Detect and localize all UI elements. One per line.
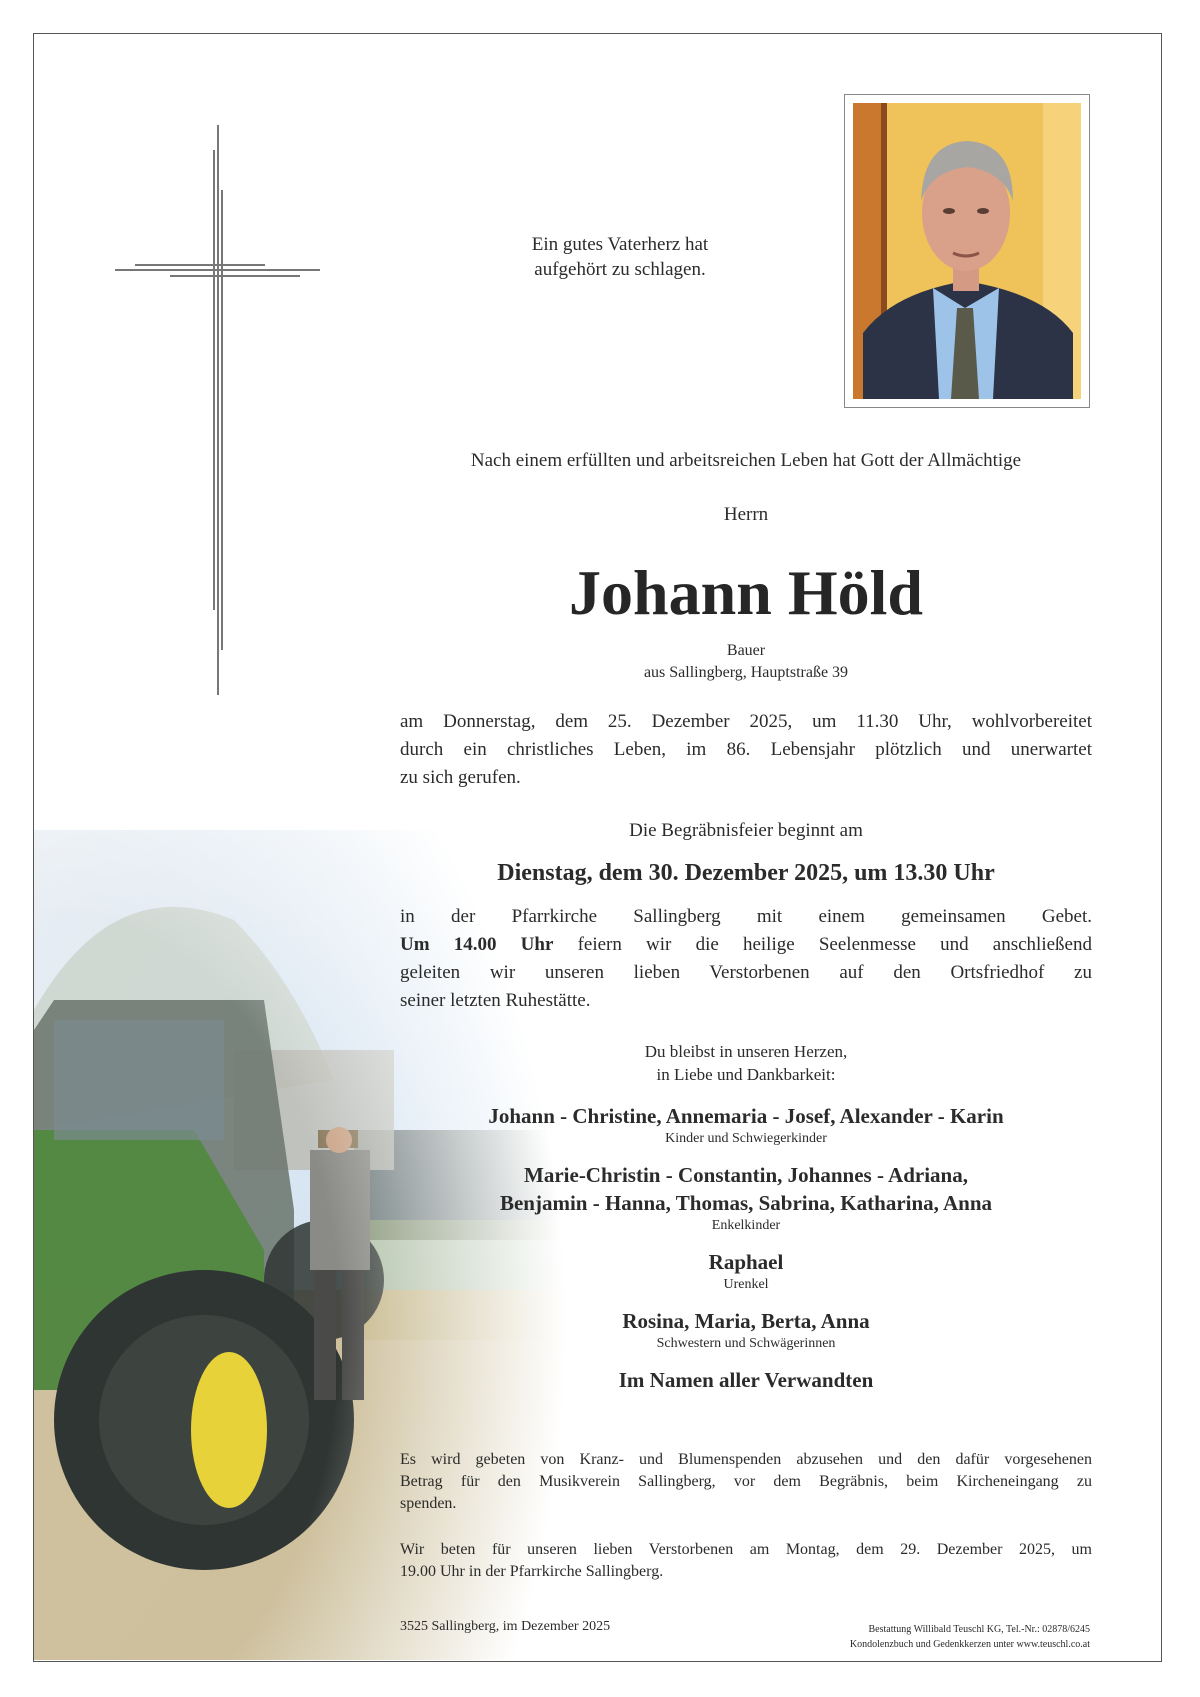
undertaker-info (720, 1622, 1090, 1652)
prayer-line-2: 19.00 Uhr in der Pfarrkirche Sallingberg. (400, 1563, 664, 1580)
grandchildren-block (400, 1161, 1092, 1235)
intro-line: Nach einem erfüllten und arbeitsreichen Leben hat Gott der Allmächtige (470, 450, 1022, 471)
great-grandchild-block (400, 1248, 1092, 1294)
children-names: Johann - Christine, Annemaria - Josef, Alexander - Karin (488, 1104, 1004, 1128)
funeral-line-2 (400, 931, 1092, 959)
deceased-name: Johann Höld (569, 557, 923, 628)
donation-note (400, 1449, 1092, 1515)
place-date: 3525 Sallingberg, im Dezember 2025 (400, 1619, 611, 1634)
portrait-photo (853, 103, 1081, 399)
prayer-note (400, 1539, 1092, 1583)
undertaker: Bestattung Willibald Teuschl KG, Tel.-Nr.: 02878/6245 (868, 1624, 1090, 1635)
donation-line-3: spenden. (400, 1495, 457, 1512)
funeral-date: Dienstag, dem 30. Dezember 2025, um 13.30 Uhr (497, 860, 995, 886)
grandchildren-label: Enkelkinder (711, 1218, 781, 1233)
occupation: Bauer (726, 642, 766, 659)
funeral-line-3: geleiten wir unseren lieben Verstorbenen auf den Ortsfriedhof zu (400, 962, 1092, 983)
death-line-1: am Donnerstag, dem 25. Dezember 2025, um 11.30 Uhr, wohlvorbereitet (400, 711, 1092, 732)
family-list (400, 1102, 1092, 1148)
funeral-line-1: in der Pfarrkirche Sallingberg mit einem gemeinsamen Gebet. (400, 906, 1092, 927)
origin: aus Sallingberg, Hauptstraße 39 (643, 664, 849, 681)
siblings-label: Schwestern und Schwägerinnen (656, 1336, 836, 1351)
funeral-line-4: seiner letzten Ruhestätte. (400, 990, 591, 1011)
great-grandchild-label: Urenkel (723, 1277, 769, 1292)
cross-icon (110, 120, 330, 700)
great-grandchild-name: Raphael (708, 1250, 784, 1274)
death-paragraph (400, 708, 1092, 792)
motto-line-2: aufgehört zu schlagen. (534, 259, 706, 280)
siblings-block (400, 1307, 1092, 1353)
motto-line-1: Ein gutes Vaterherz hat (531, 234, 709, 255)
motto (480, 232, 760, 282)
salutation: Herrn (723, 504, 769, 525)
relatives-line: Im Namen aller Verwandten (618, 1368, 874, 1392)
funeral-paragraph (400, 903, 1092, 1015)
farewell (400, 1040, 1092, 1086)
donation-line-2: Betrag für den Musikverein Sallingberg, vor dem Begräbnis, beim Kircheneingang zu (400, 1473, 1092, 1490)
donation-line-1: Es wird gebeten von Kranz- und Blumenspenden abzusehen und den dafür vorgesehenen (400, 1451, 1092, 1468)
farewell-line-1: Du bleibst in unseren Herzen, (644, 1042, 848, 1061)
children-label: Kinder und Schwiegerkinder (665, 1131, 827, 1146)
death-line-3: zu sich gerufen. (400, 767, 521, 788)
grandchildren-line-1: Marie-Christin - Constantin, Johannes - Adriana, (524, 1163, 968, 1187)
mass-time: Um 14.00 Uhr (400, 934, 554, 955)
funeral-line-2-rest: feiern wir die heilige Seelenmesse und anschließend (553, 934, 1092, 955)
farewell-line-2: in Liebe und Dankbarkeit: (656, 1065, 836, 1084)
prayer-line-1: Wir beten für unseren lieben Verstorbenen am Montag, dem 29. Dezember 2025, um (400, 1541, 1092, 1558)
siblings-names: Rosina, Maria, Berta, Anna (622, 1309, 870, 1333)
portrait-frame (844, 94, 1090, 408)
funeral-intro: Die Begräbnisfeier beginnt am (629, 820, 863, 841)
condolence-info: Kondolenzbuch und Gedenkkerzen unter www.teuschl.co.at (849, 1639, 1090, 1650)
grandchildren-line-2: Benjamin - Hanna, Thomas, Sabrina, Katharina, Anna (499, 1191, 993, 1215)
death-line-2: durch ein christliches Leben, im 86. Lebensjahr plötzlich und unerwartet (400, 739, 1092, 760)
